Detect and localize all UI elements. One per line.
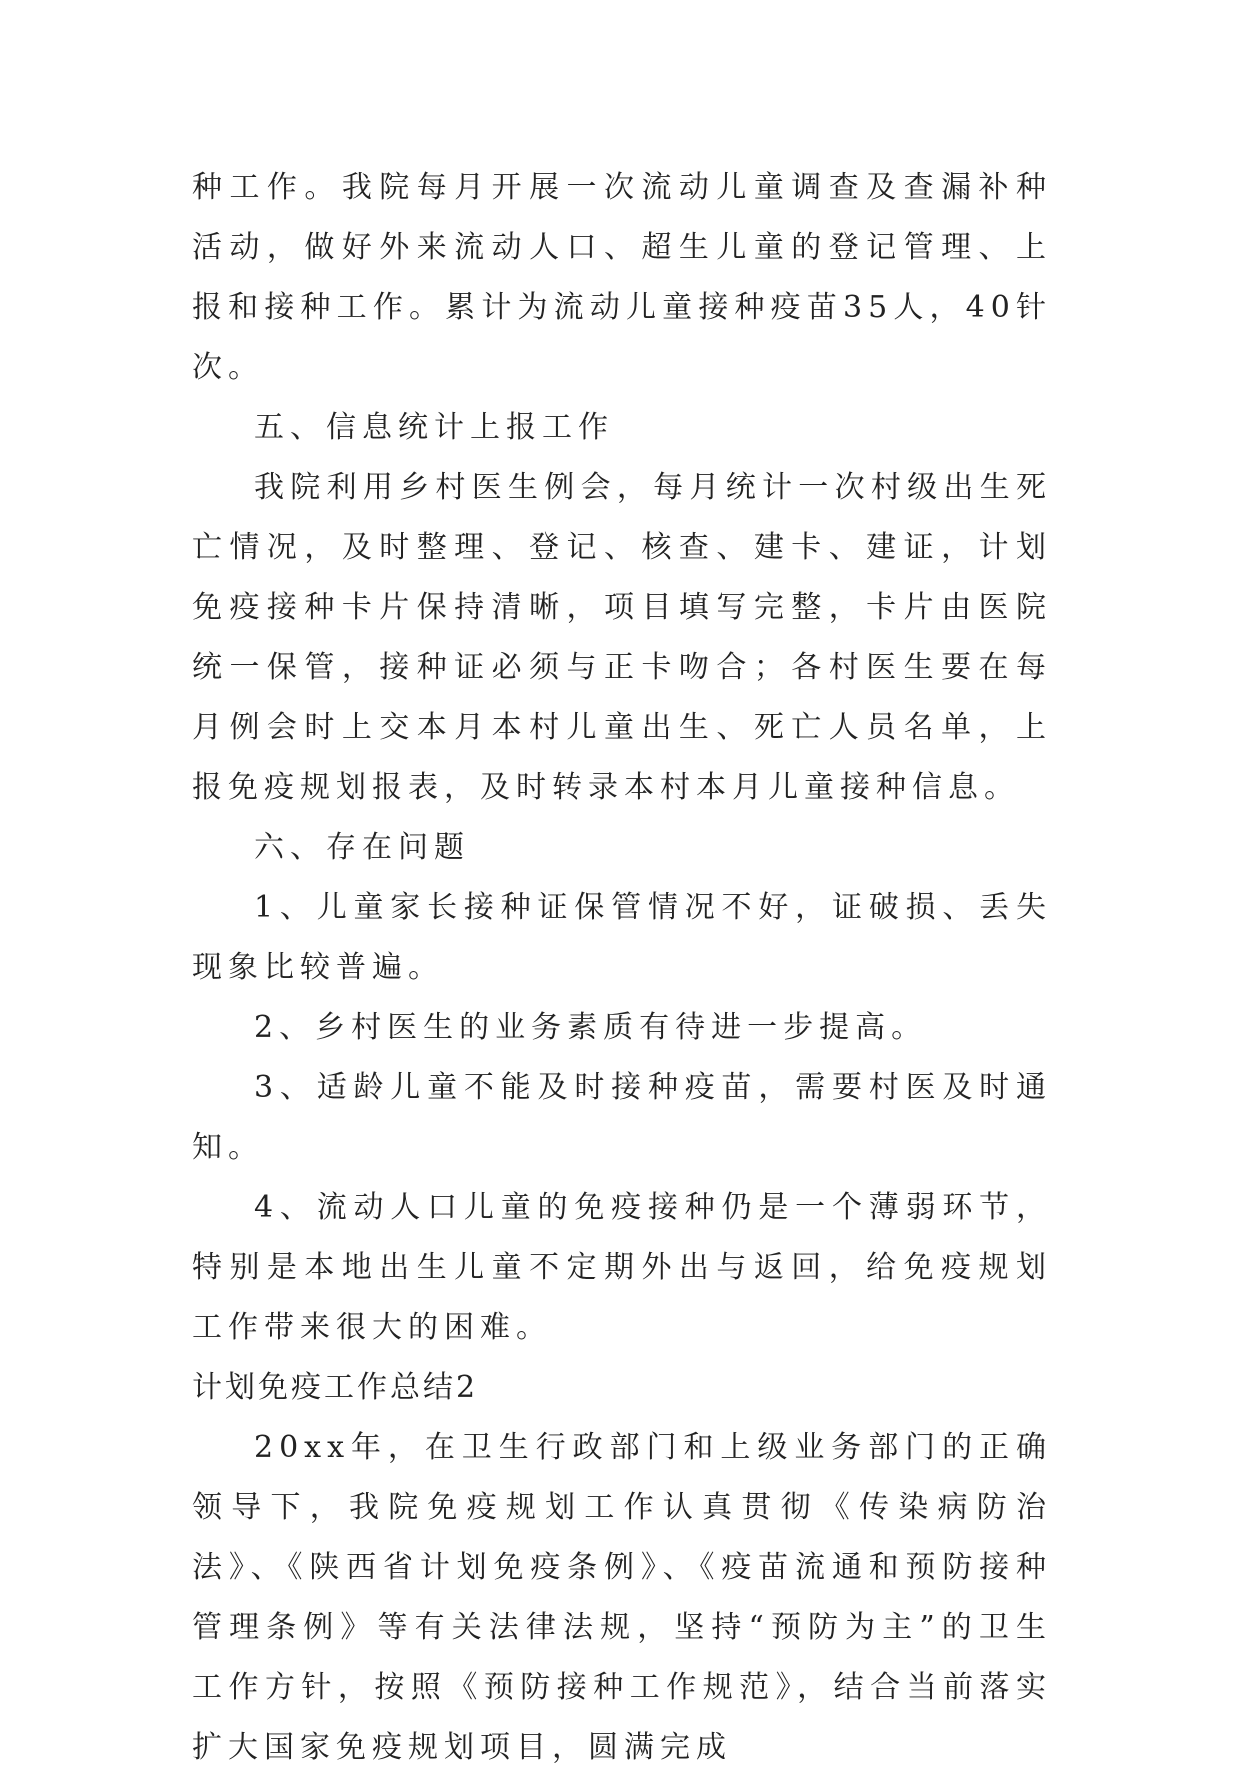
list-item-problem-1: 1、儿童家长接种证保管情况不好，证破损、丢失现象比较普遍。 [192,890,1052,985]
section-heading-info-reporting: 五、信息统计上报工作 [254,410,614,445]
paragraph-summary-2-intro: 20xx年，在卫生行政部门和上级业务部门的正确领导下，我院免疫规划工作认真贯彻《传染病防治法》、《陕西省计划免疫条例》、《疫苗流通和预防接种管理条例》等有关法律法规，坚持“预防为主”的卫生工作方针，按照《预防接种工作规范》，结合当前落实扩大国家免疫规划项目，圆满完成 [192,1430,1052,1765]
list-item-problem-3: 3、适龄儿童不能及时接种疫苗，需要村医及时通知。 [192,1070,1052,1165]
document-body [192,158,1052,1778]
section-heading-problems: 六、存在问题 [254,830,470,865]
list-item-problem-2: 2、乡村医生的业务素质有待进一步提高。 [254,1010,928,1045]
paragraph-info-reporting: 我院利用乡村医生例会，每月统计一次村级出生死亡情况，及时整理、登记、核查、建卡、建证，计划免疫接种卡片保持清晰，项目填写完整，卡片由医院统一保管，接种证必须与正卡吻合；各村医生要在每月例会时上交本月本村儿童出生、死亡人员名单，上报免疫规划报表，及时转录本村本月儿童接种信息。 [192,470,1052,805]
list-item-problem-4: 4、流动人口儿童的免疫接种仍是一个薄弱环节，特别是本地出生儿童不定期外出与返回，给免疫规划工作带来很大的困难。 [192,1190,1052,1345]
document-section-title: 计划免疫工作总结2 [192,1370,479,1405]
paragraph-continuation: 种工作。我院每月开展一次流动儿童调查及查漏补种活动，做好外来流动人口、超生儿童的登记管理、上报和接种工作。累计为流动儿童接种疫苗35人，40针次。 [192,170,1052,385]
